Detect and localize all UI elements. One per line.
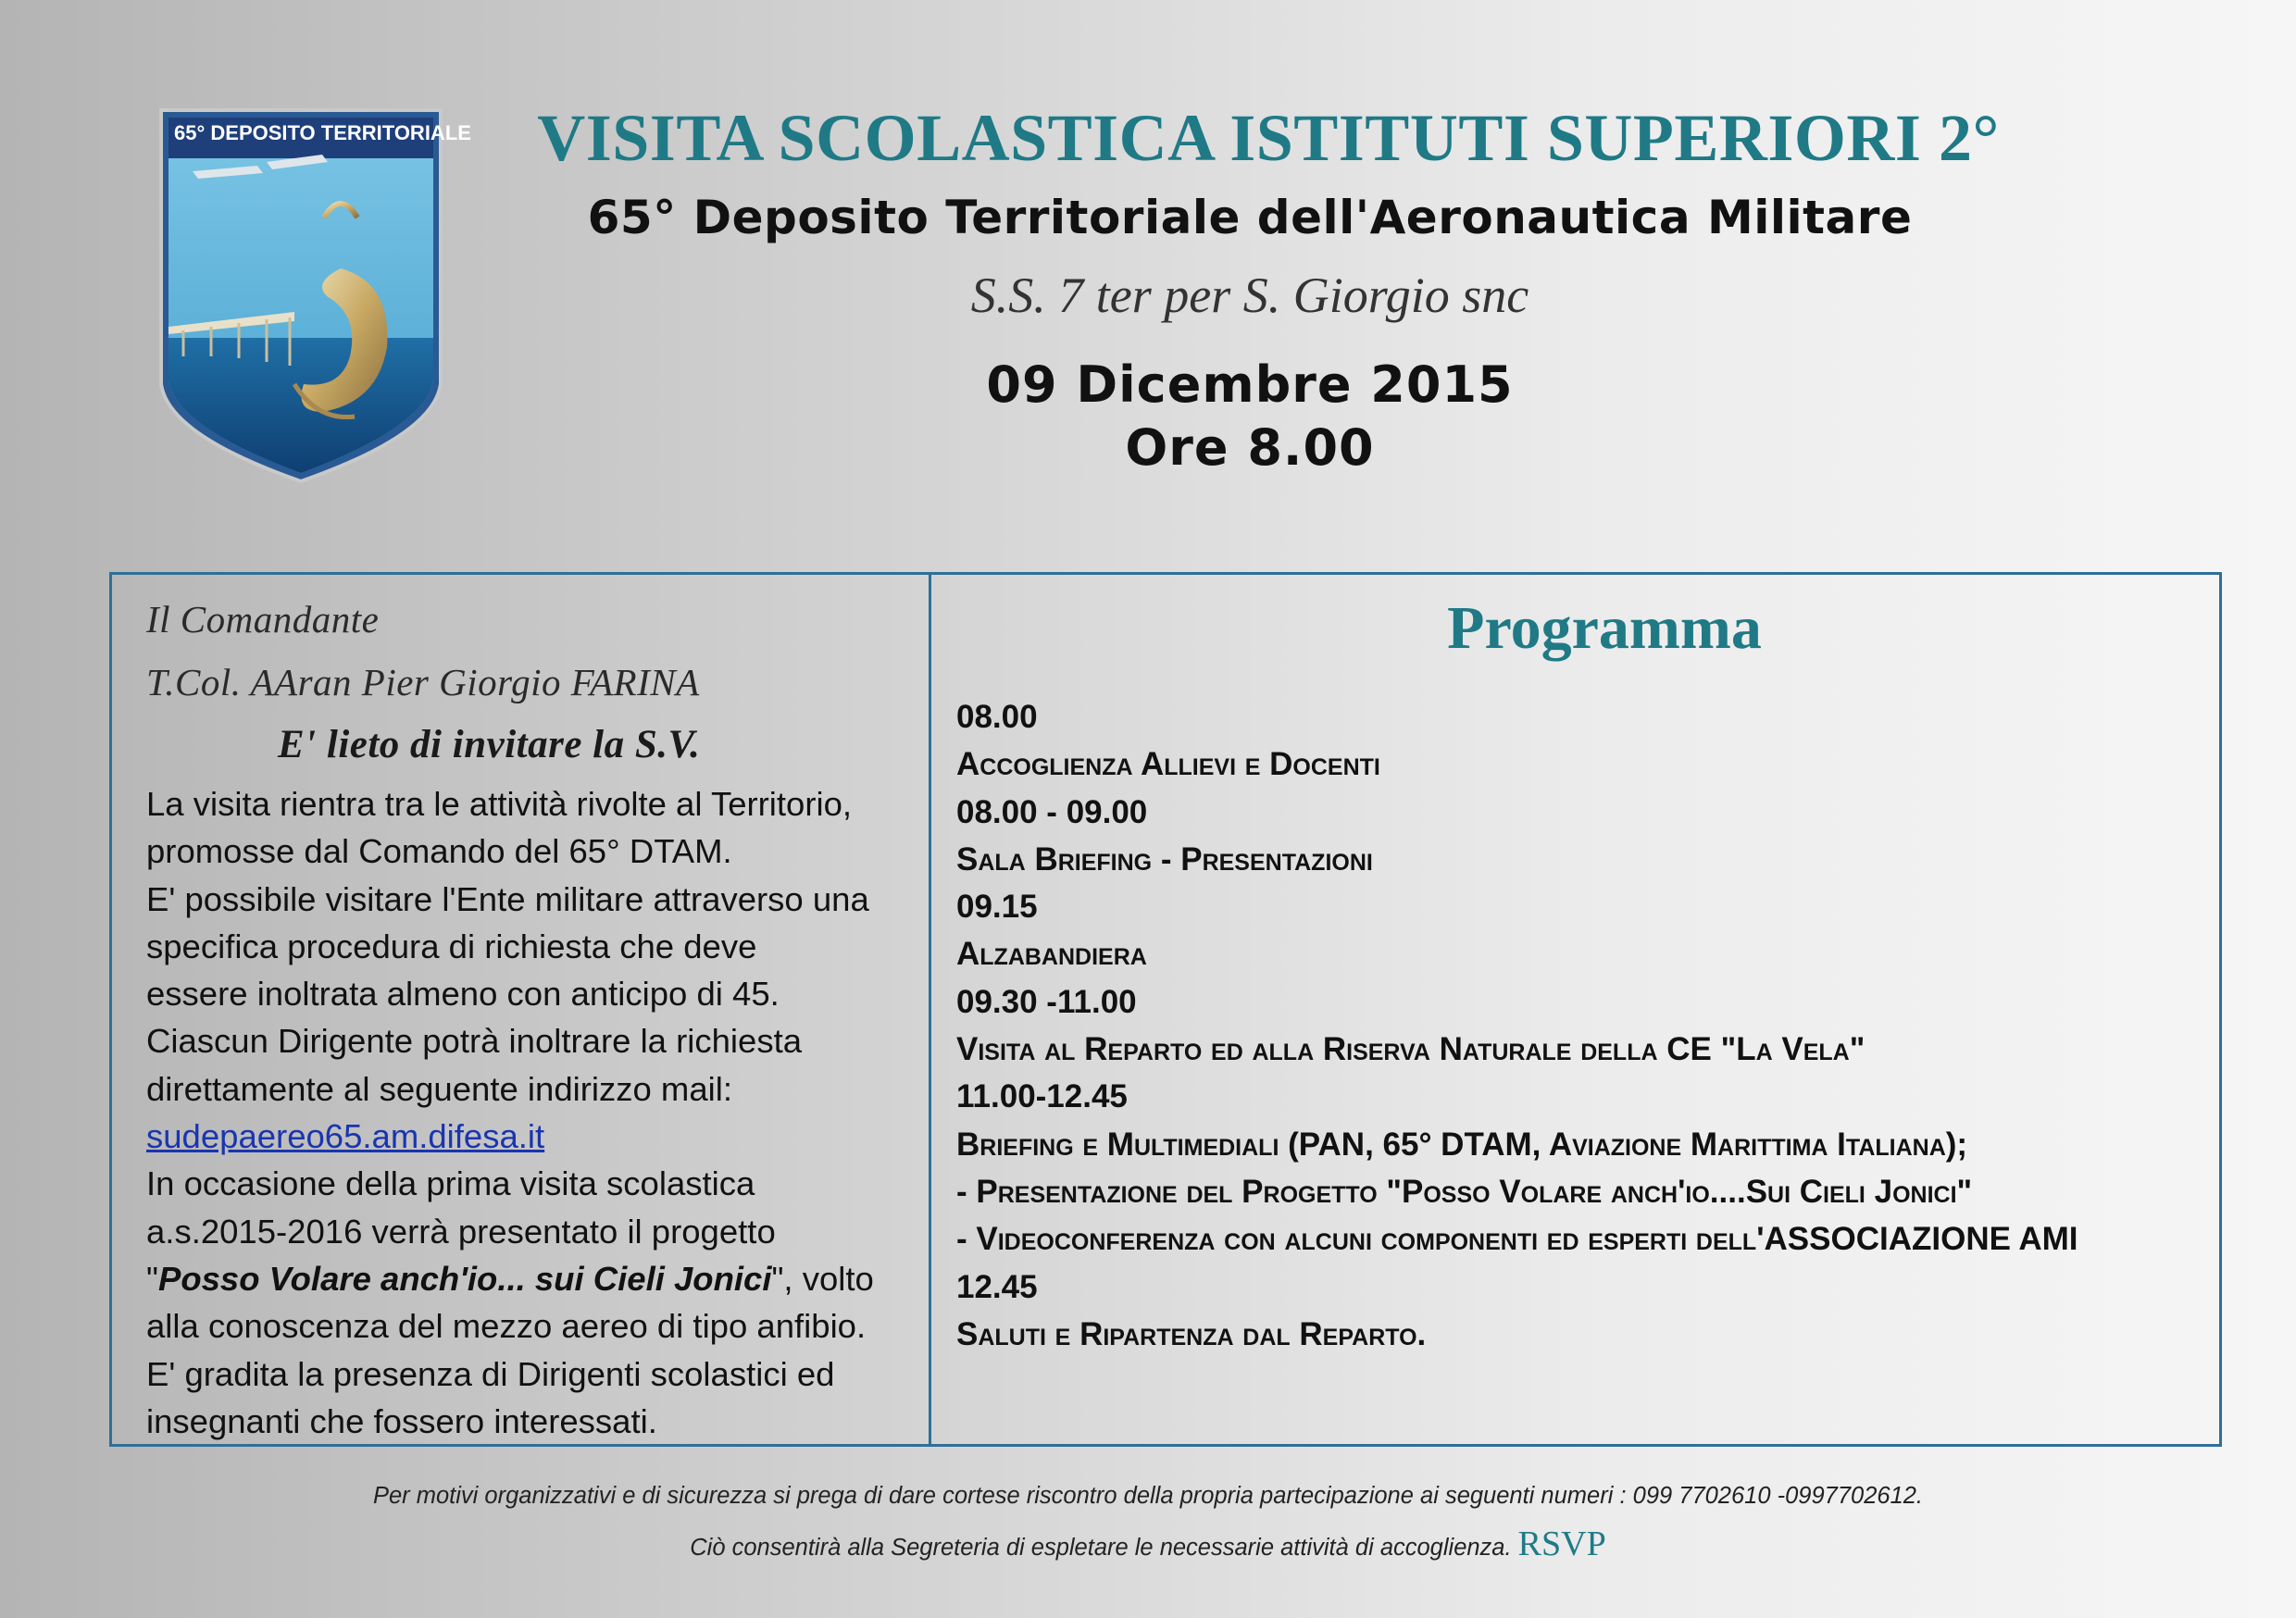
quote-open: " xyxy=(146,1259,158,1298)
signatory-name: T.Col. AAran Pier Giorgio FARINA xyxy=(146,661,700,703)
crest-label: 65° DEPOSITO TERRITORIALE xyxy=(174,121,471,144)
text-line: promosse dal Comando del 65° DTAM. xyxy=(146,832,732,871)
program-column xyxy=(956,575,2215,1358)
program-title: Programma xyxy=(1447,594,1762,662)
shield-emblem-icon xyxy=(156,106,471,486)
program-time: 08.00 - 09.00 xyxy=(956,793,1148,830)
text-line: alla conoscenza del mezzo aereo di tipo anfibio. xyxy=(146,1307,867,1346)
rsvp-label: RSVP xyxy=(1517,1525,1606,1563)
program-activity: Briefing e Multimediali (PAN, 65° DTAM, Aviazione Marittima Italiana); xyxy=(956,1126,1968,1163)
program-list xyxy=(956,693,2215,1358)
text-fragment: ", volto xyxy=(771,1259,874,1298)
text-line: E' possibile visitare l'Ente militare attraverso una xyxy=(146,879,869,918)
program-time: 09.30 -11.00 xyxy=(956,983,1137,1020)
program-activity: Sala Briefing - Presentazioni xyxy=(956,840,1373,877)
email-line xyxy=(146,1113,919,1160)
footer-note-2 xyxy=(0,1524,2296,1564)
program-activity: Saluti e Ripartenza dal Reparto. xyxy=(956,1315,1427,1352)
text-line: E' gradita la presenza di Dirigenti scolastici ed xyxy=(146,1354,835,1393)
program-activity: Accoglienza Allievi e Docenti xyxy=(956,746,1380,783)
text-line: In occasione della prima visita scolastica xyxy=(146,1164,755,1203)
text-line: La visita rientra tra le attività rivolte al Territorio, xyxy=(146,785,853,823)
content-box xyxy=(109,572,2222,1447)
text-line: direttamente al seguente indirizzo mail: xyxy=(146,1069,732,1108)
program-time: 09.15 xyxy=(956,889,1038,926)
text-line: specifica procedura di richiesta che deve xyxy=(146,927,757,965)
signatory-role: Il Comandante xyxy=(146,598,380,641)
program-time: 12.45 xyxy=(956,1268,1038,1305)
invitation-phrase: E' lieto di invitare la S.V. xyxy=(278,723,701,766)
program-activity: - Presentazione del Progetto "Posso Volare anch'io....Sui Cieli Jonici" xyxy=(956,1173,1973,1210)
program-time: 08.00 xyxy=(956,699,1038,735)
invitation-column xyxy=(146,588,919,1445)
text-line: Ciascun Dirigente potrà inoltrare la richiesta xyxy=(146,1022,803,1061)
page-title: VISITA SCOLASTICA ISTITUTI SUPERIORI 2° xyxy=(537,101,2000,175)
project-title: Posso Volare anch'io... sui Cieli Jonici xyxy=(157,1259,772,1298)
program-activity: - Videoconferenza con alcuni componenti ed esperti dell'ASSOCIAZIONE AMI xyxy=(956,1221,2078,1258)
email-link[interactable]: sudepaereo65.am.difesa.it xyxy=(146,1117,545,1156)
page-subtitle: 65° Deposito Territoriale dell'Aeronautica Militare xyxy=(587,191,1913,244)
text-line: a.s.2015-2016 verrà presentato il progetto xyxy=(146,1212,776,1251)
program-time: 11.00-12.45 xyxy=(956,1078,1128,1115)
unit-crest xyxy=(156,106,471,486)
footer-note: Per motivi organizzativi e di sicurezza si prega di dare cortese riscontro della propria partecipazione ai seguenti numeri : 099 7702610 -0997702612. xyxy=(372,1483,1924,1509)
text-line: insegnanti che fossero interessati. xyxy=(146,1401,657,1440)
project-line xyxy=(146,1255,919,1302)
column-divider xyxy=(929,575,931,1444)
program-activity: Visita al Reparto ed alla Riserva Naturale della CE "La Vela" xyxy=(956,1031,1866,1068)
event-time: Ore 8.00 xyxy=(1125,418,1375,477)
text-line: essere inoltrata almeno con anticipo di 45. xyxy=(146,975,780,1014)
program-activity: Alzabandiera xyxy=(956,936,1147,973)
event-date: 09 Dicembre 2015 xyxy=(986,355,1514,414)
invitation-text xyxy=(146,780,919,1445)
footer-text: Ciò consentirà alla Segreteria di espletare le necessarie attività di accoglienza. xyxy=(690,1535,1512,1561)
address-line: S.S. 7 ter per S. Giorgio snc xyxy=(970,268,1529,323)
